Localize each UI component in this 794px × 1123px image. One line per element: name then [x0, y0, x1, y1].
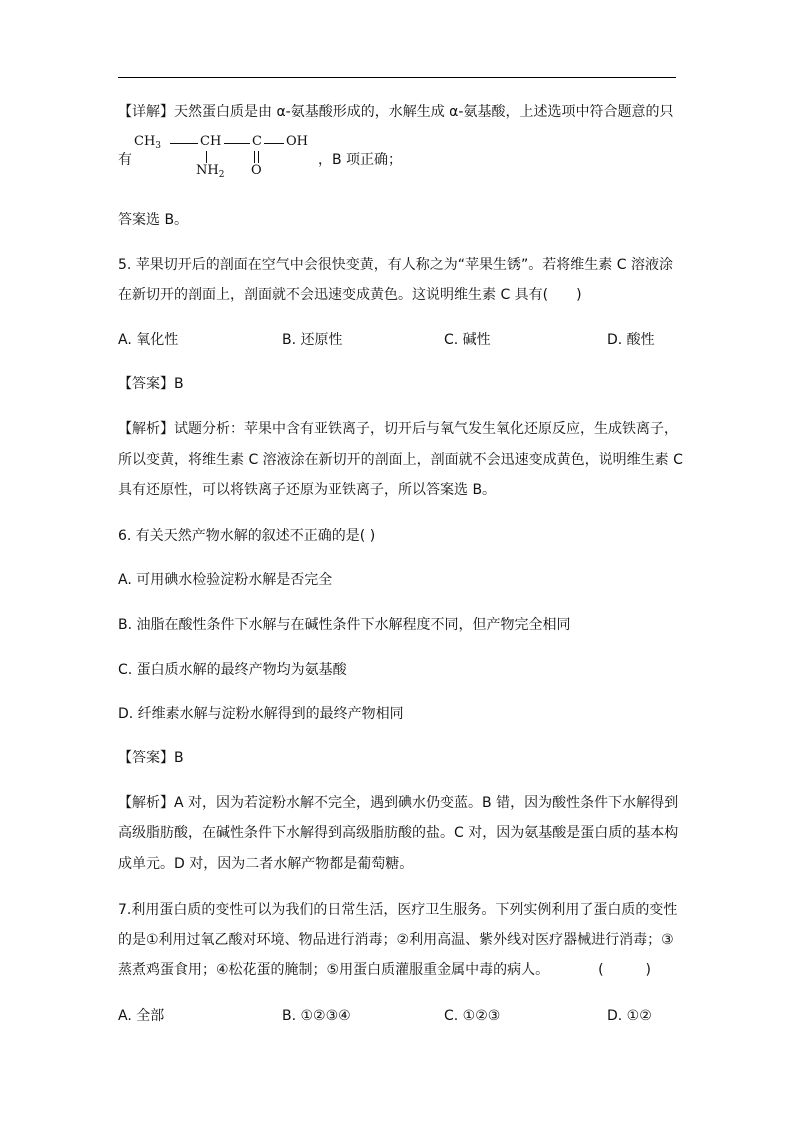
q5-analysis-line-2: 所以变黄，将维生素 C 溶液涂在新切开的剖面上，剖面就不会迅速变成黄色，说明维生素 C	[118, 452, 683, 468]
q7-option-d: D. ①②	[607, 1008, 652, 1024]
q5-stem-line-1: 5. 苹果切开后的剖面在空气中会很快变黄，有人称之为“苹果生锈”。若将维生素 C 溶液涂	[118, 257, 673, 273]
detail-suffix: ，B 项正确；	[318, 152, 403, 168]
formula-ch: CH	[200, 134, 222, 149]
formula-oh: OH	[286, 134, 308, 149]
q7-option-c: C. ①②③	[444, 1008, 501, 1024]
detail-prefix: 有	[118, 152, 132, 168]
q7-stem-line-3: 蒸煮鸡蛋食用；④松花蛋的腌制；⑤用蛋白质灌服重金属中毒的病人。 ( )	[118, 962, 652, 978]
q5-analysis-line-3: 具有还原性，可以将铁离子还原为亚铁离子，所以答案选 B。	[118, 482, 497, 498]
bond-2	[224, 143, 250, 144]
q6-option-d: D. 纤维素水解与淀粉水解得到的最终产物相同	[118, 706, 404, 722]
double-bond-left	[254, 151, 255, 163]
q6-answer: 【答案】B	[118, 750, 184, 766]
q6-analysis-line-2: 高级脂肪酸，在碱性条件下水解得到高级脂肪酸的盐。C 对，因为氨基酸是蛋白质的基本构	[118, 825, 679, 841]
q6-stem: 6. 有关天然产物水解的叙述不正确的是( )	[118, 528, 376, 544]
double-bond-right	[258, 151, 259, 163]
q7-option-a: A. 全部	[118, 1008, 165, 1024]
q7-stem-line-2: 的是①利用过氧乙酸对环境、物品进行消毒；②利用高温、紫外线对医疗器械进行消毒；③	[118, 932, 674, 948]
q5-option-c: C. 碱性	[444, 332, 491, 348]
alanine-formula	[134, 130, 334, 180]
formula-nh2: $NH_2$	[196, 163, 225, 180]
formula-c: C	[252, 134, 262, 149]
q5-option-d: D. 酸性	[607, 332, 655, 348]
q6-option-c: C. 蛋白质水解的最终产物均为氨基酸	[118, 662, 347, 678]
q5-answer: 【答案】B	[118, 376, 184, 392]
bond-1	[170, 143, 198, 144]
q6-analysis-line-1: 【解析】A 对，因为若淀粉水解不完全，遇到碘水仍变蓝。B 错，因为酸性条件下水解得到	[118, 795, 679, 811]
q6-analysis-line-3: 成单元。D 对，因为二者水解产物都是葡萄糖。	[118, 856, 414, 872]
detail-line-1: 【详解】天然蛋白质是由 α-氨基酸形成的，水解生成 α-氨基酸，上述选项中符合题意的只	[118, 104, 674, 120]
q7-stem-line-1: 7.利用蛋白质的变性可以为我们的日常生活，医疗卫生服务。下列实例利用了蛋白质的变性	[118, 902, 678, 918]
q6-option-b: B. 油脂在酸性条件下水解与在碱性条件下水解程度不同，但产物完全相同	[118, 617, 571, 633]
answer-select: 答案选 B。	[118, 212, 189, 228]
q5-option-a: A. 氧化性	[118, 332, 179, 348]
q5-stem-line-2: 在新切开的剖面上，剖面就不会迅速变成黄色。这说明维生素 C 具有( )	[118, 287, 582, 303]
q7-option-b: B. ①②③④	[282, 1008, 351, 1024]
formula-o: O	[251, 163, 262, 178]
formula-ch3: $CH_3$	[134, 134, 162, 151]
header-rule	[118, 77, 676, 78]
q6-option-a: A. 可用碘水检验淀粉水解是否完全	[118, 572, 333, 588]
bond-3	[264, 143, 284, 144]
q5-option-b: B. 还原性	[282, 332, 343, 348]
bond-n	[206, 151, 207, 163]
q5-analysis-line-1: 【解析】试题分析：苹果中含有亚铁离子，切开后与氧气发生氧化还原反应，生成铁离子，	[118, 421, 678, 437]
